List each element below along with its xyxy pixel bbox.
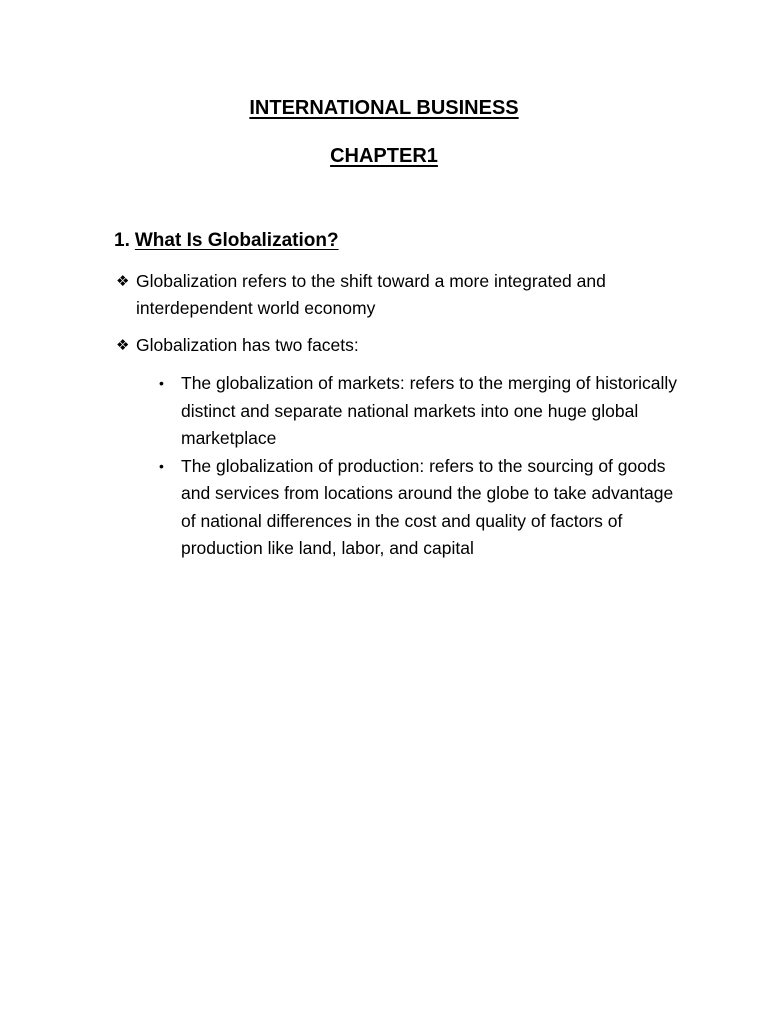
bullet-dot-icon: •: [159, 375, 164, 391]
list-item-text: The globalization of markets: refers to the merging of historically distinct and separate national markets into one huge global marketplace: [181, 373, 678, 448]
diamond-point-text: Globalization refers to the shift toward a more integrated and interdependent world economy: [136, 271, 606, 318]
diamond-bullet-icon: ❖: [116, 273, 130, 290]
bullet-dot-icon: •: [159, 457, 164, 474]
list-item: [158, 370, 678, 453]
facets-list: [158, 370, 678, 563]
diamond-point: [116, 268, 676, 322]
chapter-title: CHAPTER1: [330, 145, 438, 167]
section-number: 1.: [114, 230, 130, 251]
diamond-bullet-icon: ❖: [116, 337, 130, 354]
diamond-point-text: Globalization has two facets:: [136, 335, 359, 355]
list-item-text: The globalization of production: refers to the sourcing of goods and services from locations around the globe to take advantage of national differences in the cost and quality of factors of production like land, labor, and capital: [181, 455, 674, 558]
section-heading-text: What Is Globalization?: [134, 230, 339, 251]
section-heading: [114, 229, 339, 253]
diamond-point: [116, 332, 676, 359]
list-item: [158, 453, 678, 563]
document-title: INTERNATIONAL BUSINESS: [249, 97, 519, 119]
